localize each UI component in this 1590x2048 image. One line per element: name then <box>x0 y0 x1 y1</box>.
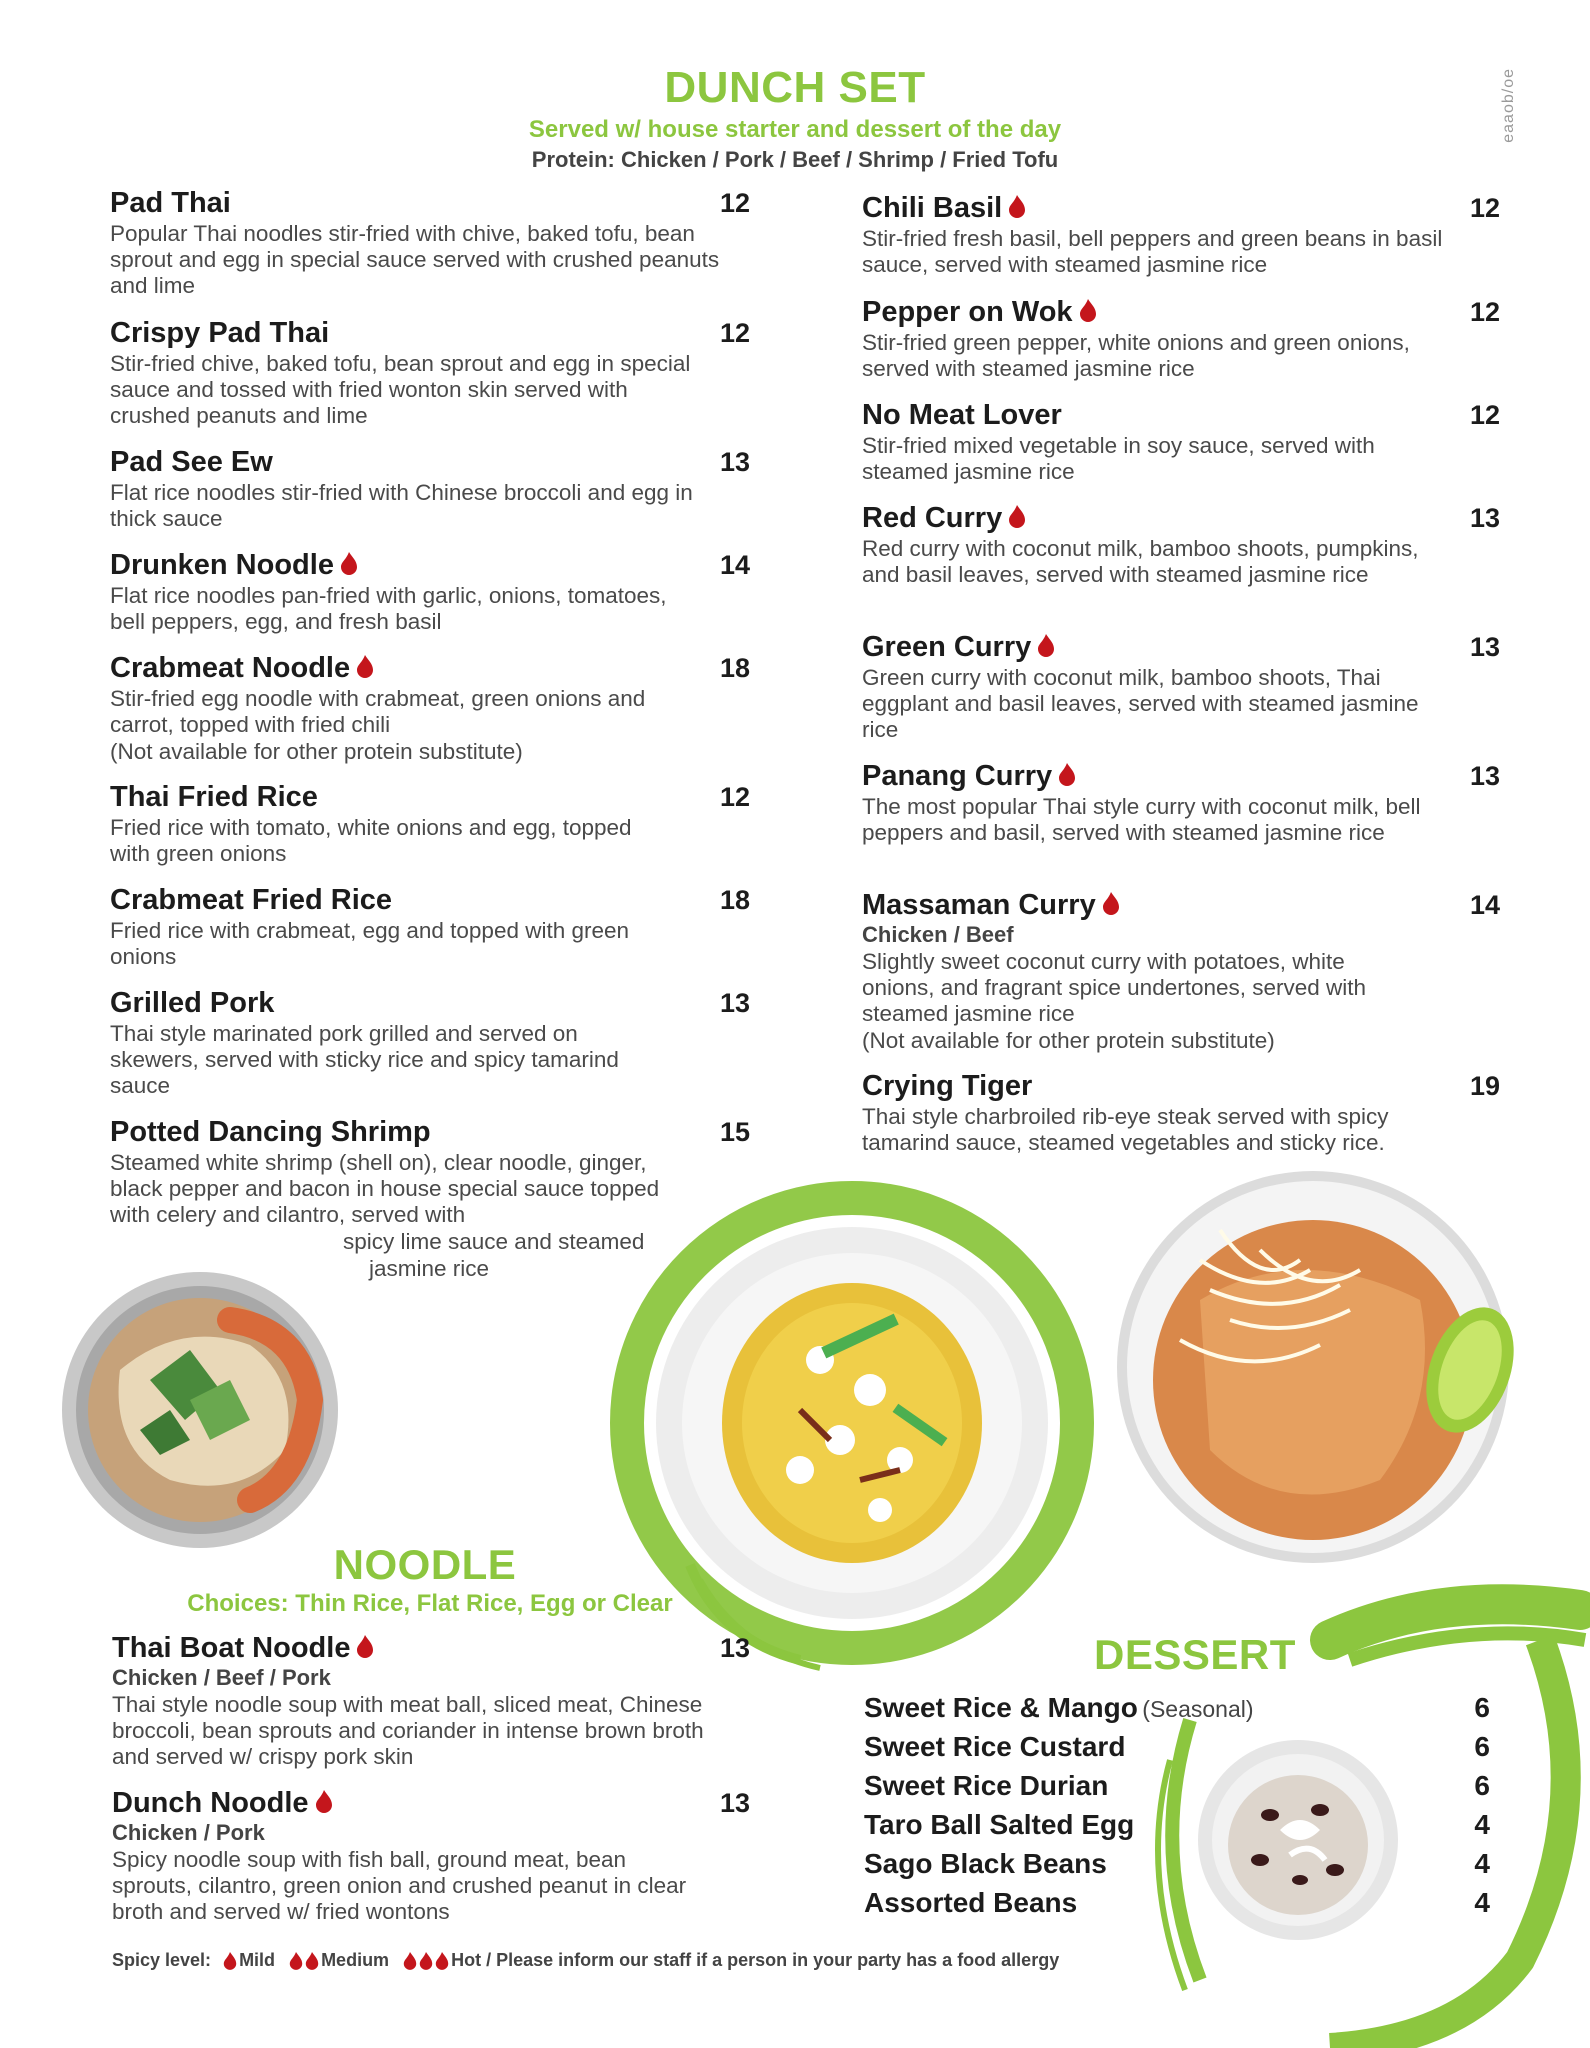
chili-icon <box>289 1951 303 1970</box>
dessert-row <box>864 1692 1490 1731</box>
chili-icon <box>419 1951 433 1970</box>
spicy-mild-label: Mild <box>239 1950 276 1970</box>
dessert-price: 4 <box>1474 1809 1490 1840</box>
item-name: Thai Fried Rice <box>110 781 318 813</box>
menu-item <box>110 550 750 635</box>
item-price: 14 <box>719 550 750 580</box>
item-name: Drunken Noodle <box>110 550 358 582</box>
item-name: Potted Dancing Shrimp <box>110 1116 431 1148</box>
item-price: 13 <box>1469 632 1500 662</box>
item-price: 13 <box>1469 761 1500 791</box>
dessert-note: (Seasonal) <box>1142 1696 1254 1722</box>
dessert-row <box>864 1809 1490 1848</box>
chili-icon <box>1079 298 1097 322</box>
chili-icon <box>305 1951 319 1970</box>
menu-item <box>862 632 1500 743</box>
dessert-name: Sweet Rice Durian <box>864 1770 1109 1801</box>
dessert-price: 4 <box>1474 1848 1490 1879</box>
dunch-set-subtitle: Served w/ house starter and dessert of the day <box>528 116 1062 143</box>
chili-icon <box>356 1634 374 1658</box>
item-desc: Stir-fried green pepper, white onions and green onions, served with steamed jasmine rice <box>862 329 1410 381</box>
dessert-row <box>864 1770 1490 1809</box>
item-price: 12 <box>1469 400 1500 430</box>
potted-shrimp-photo <box>62 1272 338 1548</box>
spicy-hot-label: Hot / Please inform our staff if a person in your party has a food allergy <box>451 1950 1060 1970</box>
menu-item <box>110 782 750 867</box>
item-price: 14 <box>1469 890 1500 920</box>
menu-item <box>862 1071 1500 1156</box>
dessert-list <box>864 1692 1490 1926</box>
side-note: eaaob/oe <box>1500 68 1517 143</box>
chili-icon <box>1058 762 1076 786</box>
item-name: Panang Curry <box>862 761 1076 793</box>
item-price: 12 <box>719 318 750 348</box>
menu-item <box>110 447 750 532</box>
item-price: 13 <box>719 447 750 477</box>
spicy-legend-label: Spicy level: <box>112 1950 212 1970</box>
menu-item <box>110 988 750 1099</box>
item-price: 18 <box>719 653 750 683</box>
item-name: Massaman Curry <box>862 890 1120 922</box>
item-price: 12 <box>719 782 750 812</box>
dessert-name: Sago Black Beans <box>864 1848 1107 1879</box>
item-name: Crispy Pad Thai <box>110 317 330 349</box>
dessert-price: 4 <box>1474 1887 1490 1918</box>
item-name: No Meat Lover <box>862 399 1062 431</box>
chili-icon <box>356 654 374 678</box>
item-name: Crabmeat Fried Rice <box>110 884 393 916</box>
menu-item <box>110 318 750 429</box>
dunch-set-protein: Protein: Chicken / Pork / Beef / Shrimp / Fried Tofu <box>531 146 1059 172</box>
chili-icon <box>435 1951 449 1970</box>
dessert-name: Sweet Rice & Mango <box>864 1692 1138 1723</box>
item-name: Green Curry <box>862 632 1055 664</box>
item-name: Red Curry <box>862 503 1026 535</box>
crispy-pad-thai-photo <box>1117 1171 1530 1563</box>
item-note: (Not available for other protein substitute) <box>110 738 523 764</box>
item-options: Chicken / Beef <box>862 921 1014 947</box>
item-name: Chili Basil <box>862 193 1026 225</box>
item-options: Chicken / Beef / Pork <box>112 1664 331 1690</box>
item-price: 13 <box>719 988 750 1018</box>
item-desc-cont: spicy lime sauce and steamed <box>343 1228 645 1254</box>
noodle-header <box>110 1541 750 1619</box>
menu-item <box>862 193 1500 278</box>
spicy-legend <box>112 1950 1059 1971</box>
menu-item <box>112 1788 750 1925</box>
spicy-medium-label: Medium <box>321 1950 390 1970</box>
menu-item <box>862 400 1500 485</box>
item-desc: Flat rice noodles stir-fried with Chinese broccoli and egg in thick sauce <box>110 479 693 531</box>
dessert-name: Assorted Beans <box>864 1887 1078 1918</box>
chili-icon <box>315 1789 333 1813</box>
dessert-price: 6 <box>1474 1770 1490 1801</box>
item-price: 12 <box>719 188 750 218</box>
item-desc: Thai style charbroiled rib-eye steak served with spicy tamarind sauce, steamed vegetables and sticky rice. <box>862 1103 1389 1155</box>
menu-item <box>110 653 750 765</box>
menu-item <box>862 761 1500 846</box>
item-desc: Fried rice with crabmeat, egg and topped with green onions <box>110 917 630 969</box>
menu-item <box>862 297 1500 382</box>
dunch-set-header <box>0 63 1590 173</box>
item-desc: Stir-fried fresh basil, bell peppers and green beans in basil sauce, served with steamed jasmine rice <box>862 225 1443 277</box>
item-desc: Flat rice noodles pan-fried with garlic, onions, tomatoes, bell peppers, egg, and fresh basil <box>110 582 667 634</box>
chili-icon <box>223 1951 237 1970</box>
item-desc: Steamed white shrimp (shell on), clear noodle, ginger, black pepper and bacon in house special sauce topped with celery and cilantro, served with <box>110 1149 660 1227</box>
item-name: Thai Boat Noodle <box>112 1633 374 1665</box>
menu-item <box>862 890 1500 1054</box>
item-desc: Green curry with coconut milk, bamboo shoots, Thai eggplant and basil leaves, served with steamed jasmine rice <box>862 664 1419 742</box>
item-name: Pad Thai <box>110 187 231 219</box>
dessert-price: 6 <box>1474 1692 1490 1723</box>
dessert-row <box>864 1887 1490 1926</box>
item-price: 19 <box>1469 1071 1500 1101</box>
item-name: Grilled Pork <box>110 987 275 1019</box>
item-desc-cont: jasmine rice <box>369 1255 490 1281</box>
item-options: Chicken / Pork <box>112 1819 265 1845</box>
item-desc: Popular Thai noodles stir-fried with chive, baked tofu, bean sprout and egg in special sauce served with crushed peanuts and lime <box>110 220 720 298</box>
menu-item <box>862 503 1500 588</box>
chili-icon <box>340 551 358 575</box>
chili-icon <box>1008 504 1026 528</box>
item-desc: Thai style noodle soup with meat ball, sliced meat, Chinese broccoli, bean sprouts and coriander in intense brown broth and served w/ crispy pork skin <box>112 1691 704 1769</box>
item-desc: The most popular Thai style curry with coconut milk, bell peppers and basil, served with steamed jasmine rice <box>862 793 1421 845</box>
dessert-price: 6 <box>1474 1731 1490 1762</box>
item-name: Pad See Ew <box>110 446 273 478</box>
chili-icon <box>1037 633 1055 657</box>
chili-icon <box>1102 891 1120 915</box>
item-desc: Red curry with coconut milk, bamboo shoots, pumpkins, and basil leaves, served with steamed jasmine rice <box>862 535 1419 587</box>
item-desc: Stir-fried mixed vegetable in soy sauce, served with steamed jasmine rice <box>862 432 1375 484</box>
item-price: 15 <box>719 1117 750 1147</box>
dessert-row <box>864 1731 1490 1770</box>
noodle-subtitle: Choices: Thin Rice, Flat Rice, Egg or Clear <box>187 1590 673 1617</box>
item-price: 13 <box>1469 503 1500 533</box>
item-name: Pepper on Wok <box>862 297 1097 329</box>
dessert-title: DESSERT <box>1094 1631 1296 1678</box>
chili-icon <box>1008 194 1026 218</box>
item-desc: Stir-fried egg noodle with crabmeat, green onions and carrot, topped with fried chili <box>110 685 646 737</box>
item-desc: Thai style marinated pork grilled and served on skewers, served with sticky rice and spicy tamarind sauce <box>110 1020 619 1098</box>
item-name: Crying Tiger <box>862 1070 1033 1102</box>
noodle-title: NOODLE <box>333 1541 517 1588</box>
menu-item <box>112 1633 750 1770</box>
item-name: Dunch Noodle <box>112 1788 333 1820</box>
dessert-name: Sweet Rice Custard <box>864 1731 1126 1762</box>
item-desc: Stir-fried chive, baked tofu, bean sprout and egg in special sauce and tossed with fried wonton skin served with crushed peanuts and lime <box>110 350 691 428</box>
item-price: 13 <box>719 1633 750 1663</box>
dessert-row <box>864 1848 1490 1887</box>
item-price: 12 <box>1469 193 1500 223</box>
menu-item <box>110 1117 750 1282</box>
dunch-set-title: DUNCH SET <box>664 63 926 112</box>
dessert-name: Taro Ball Salted Egg <box>864 1809 1135 1840</box>
menu-item <box>110 885 750 970</box>
item-desc: Slightly sweet coconut curry with potatoes, white onions, and fragrant spice undertones, served with steamed jasmine rice <box>862 948 1367 1026</box>
chili-icon <box>403 1951 417 1970</box>
menu-item <box>110 188 750 299</box>
item-price: 18 <box>719 885 750 915</box>
item-price: 13 <box>719 1788 750 1818</box>
item-name: Crabmeat Noodle <box>110 653 374 685</box>
item-desc: Spicy noodle soup with fish ball, ground meat, bean sprouts, cilantro, green onion and crushed peanut in clear broth and served w/ fried wontons <box>112 1846 687 1924</box>
item-desc: Fried rice with tomato, white onions and egg, topped with green onions <box>110 814 632 866</box>
item-note: (Not available for other protein substitute) <box>862 1027 1275 1053</box>
item-price: 12 <box>1469 297 1500 327</box>
